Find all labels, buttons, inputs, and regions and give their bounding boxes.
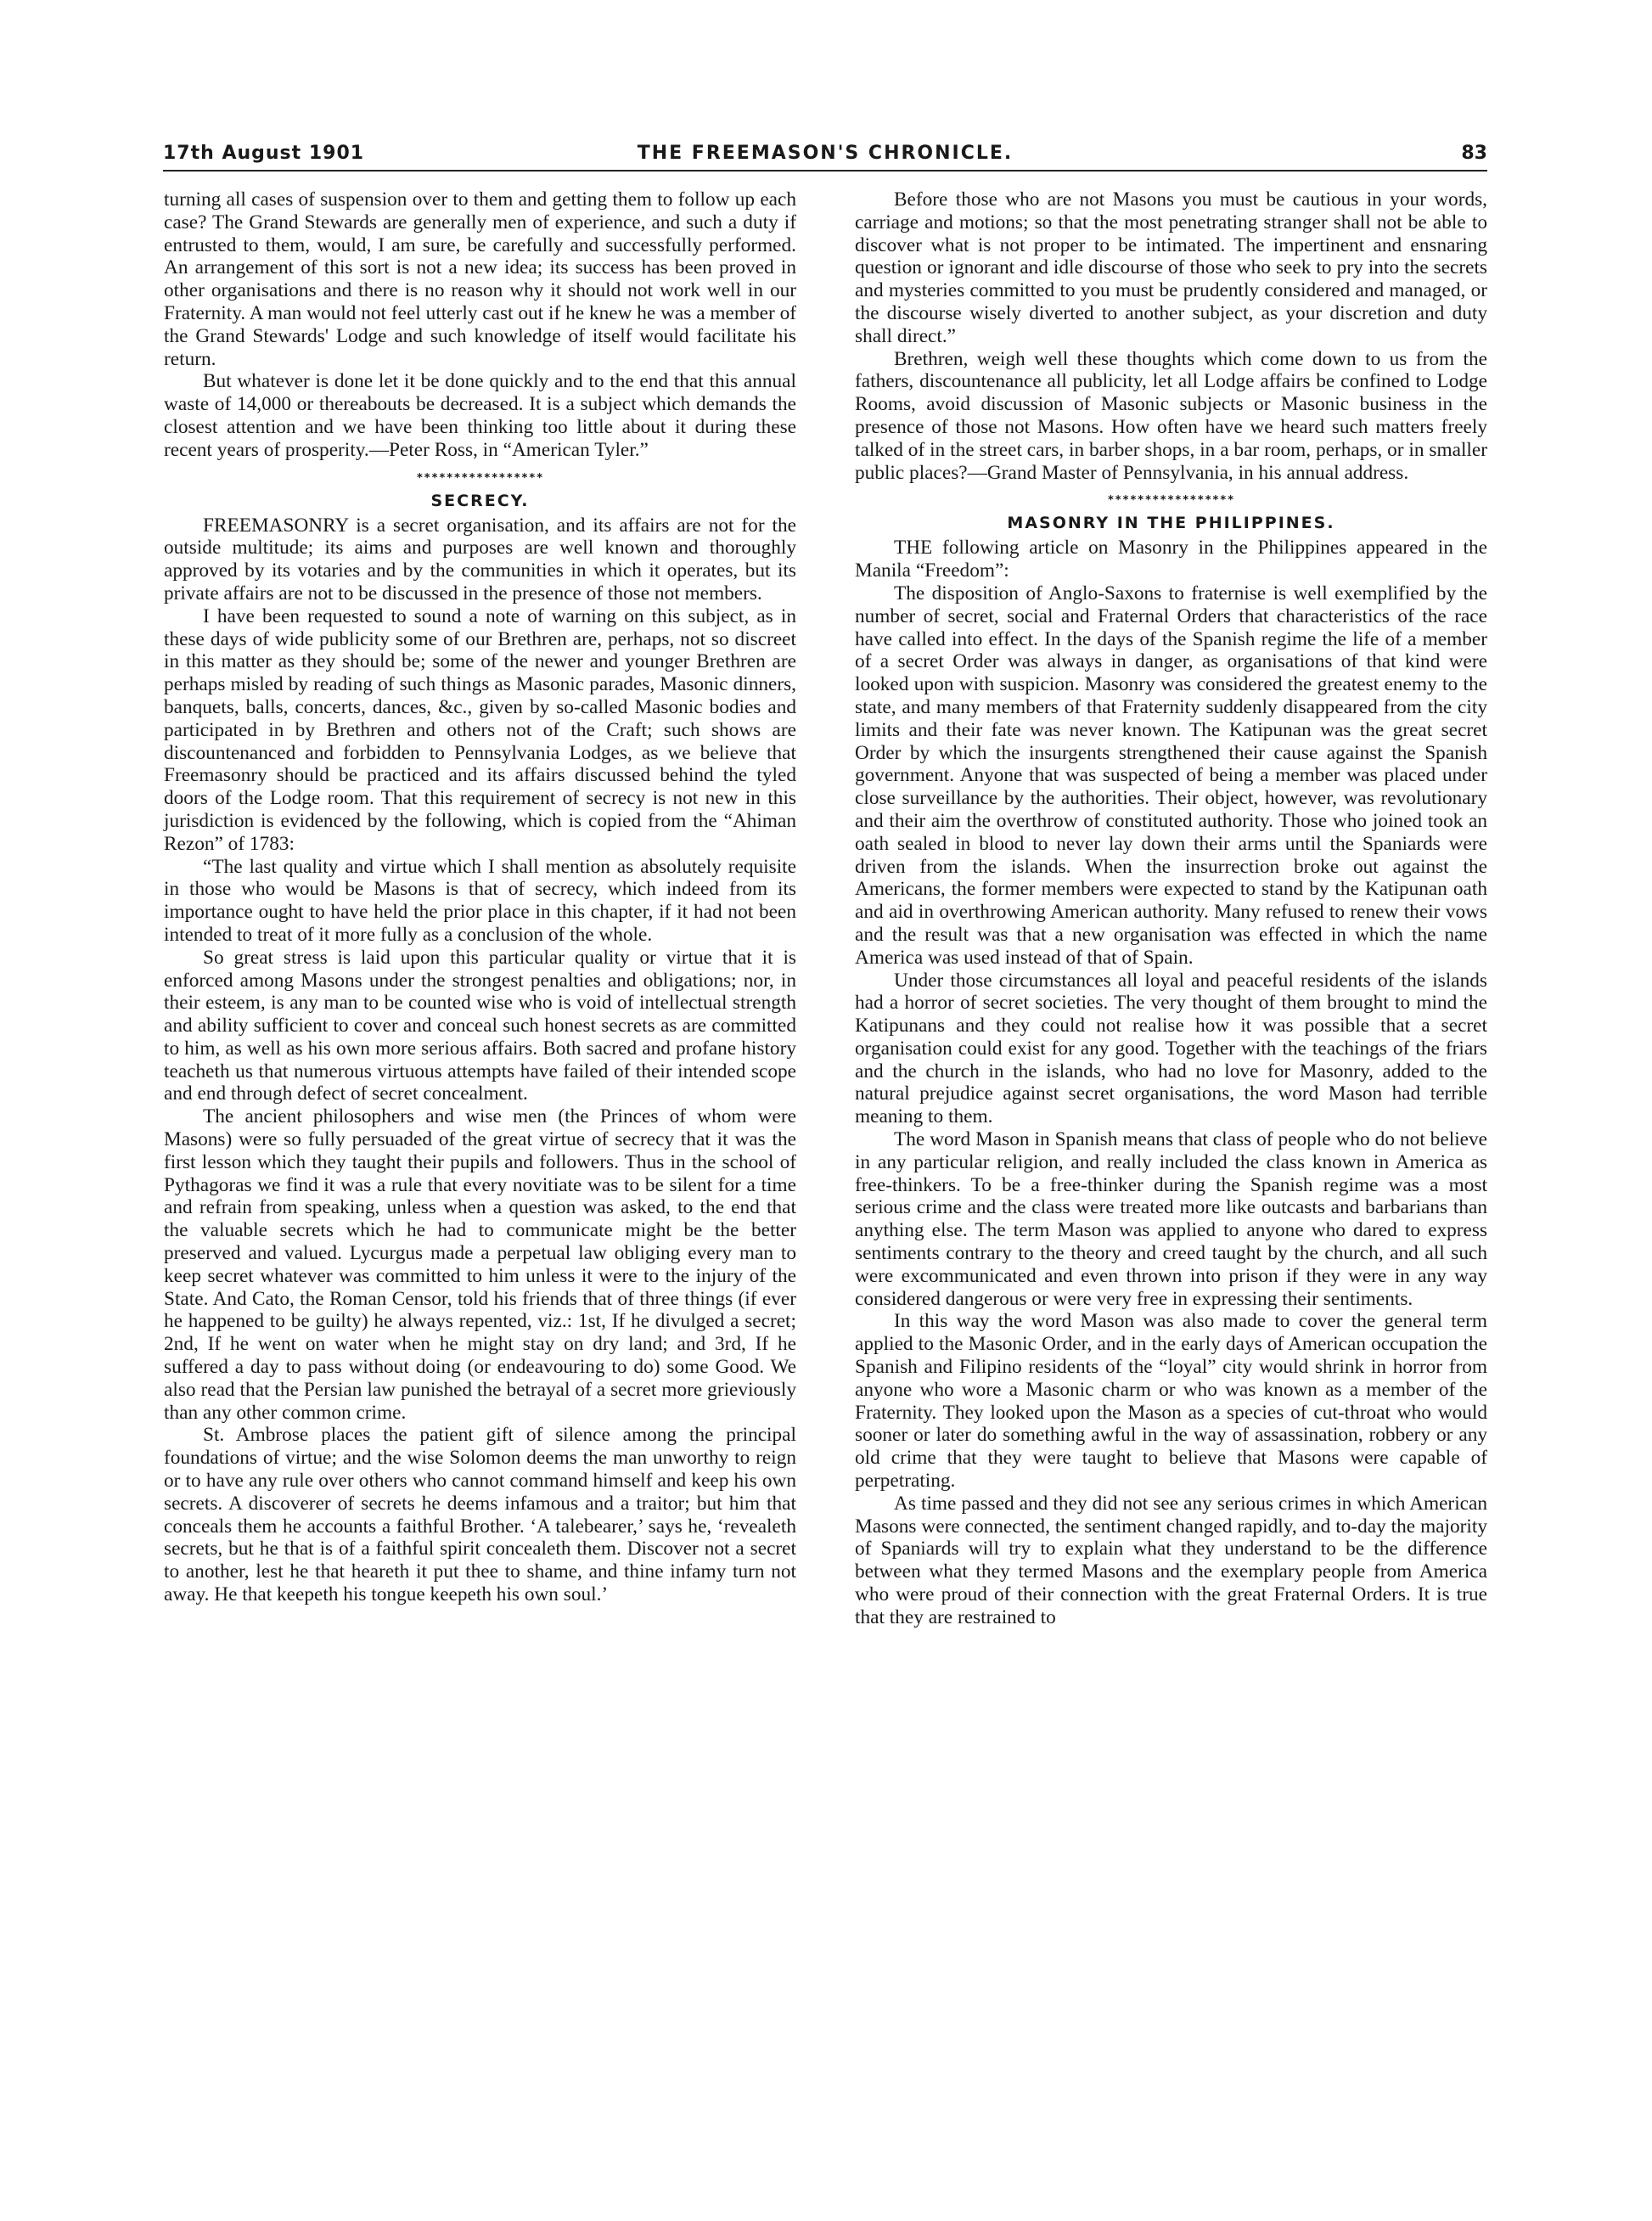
paragraph: The ancient philosophers and wise men (the Princes of whom were Masons) were so fully persuaded of the great virtue of secrecy that it was the first lesson which they taught their pupils and followers. Thus in the school of Pythagoras we find it was a rule that every novitiate was to be silent for a time and refrain from speaking, unless when a question was asked, to the end that the valuable secrets which he had to communicate might be the better preserved and valued. Lycurgus made a perpetual law obliging every man to keep secret whatever was committed to him unless it were to the injury of the State. And Cato, the Roman Censor, told his friends that of three things (if ever he happened to be guilty) he always repented, viz.: 1st, If he divulged a secret; 2nd, If he went on water when he might stay on dry land; and 3rd, If he suffered a day to pass without doing (or endeavouring to do) some Good. We also read that the Persian law punished the betrayal of a secret more grieviously than any other common crime. xyxy=(164,1105,796,1424)
paragraph: So great stress is laid upon this particular quality or virtue that it is enforced among Masons under the strongest penalties and obligations; nor, in their esteem, is any man to be counted wise who is void of intellectual strength and ability sufficient to cover and conceal such honest secrets as are committed to him, as well as his own more serious affairs. Both sacred and profane history teacheth us that numerous virtuous attempts have failed of their intended scope and end through defect of secret concealment. xyxy=(164,946,796,1105)
paragraph: St. Ambrose places the patient gift of silence among the principal foundations of virtue; and the wise Solomon deems the man unworthy to reign or to have any rule over others who cannot command himself and keep his own secrets. A discoverer of secrets he deems infamous and a traitor; but him that conceals them he accounts a faithful Brother. ‘A talebearer,’ says he, ‘revealeth secrets, but he that is of a faithful spirit concealeth them. Discover not a secret to another, lest he that heareth it put thee to shame, and thine infamy turn not away. He that keepeth his tongue keepeth his own soul.’ xyxy=(164,1424,796,1606)
paragraph: Brethren, weigh well these thoughts which come down to us from the fathers, discountenance all publicity, let all Lodge affairs be confined to Lodge Rooms, avoid discussion of Masonic subjects or Masonic business in the presence of those not Masons. How often have we heard such matters freely talked of in the street cars, in barber shops, in a bar room, perhaps, or in smaller public places?—Grand Master of Pennsylvania, in his annual address. xyxy=(855,347,1487,484)
paragraph: But whatever is done let it be done quickly and to the end that this annual waste of 14,000 or thereabouts be decreased. It is a subject which demands the closest attention and we have been thinking too little about it during these recent years of prosperity.—Peter Ross, in “American Tyler.” xyxy=(164,370,796,461)
paragraph: Under those circumstances all loyal and peaceful residents of the islands had a horror of secret societies. The very thought of them brought to mind the Katipunans and they could not realise how it was possible that a secret organisation could exist for any good. Together with the teachings of the friars and the church in the islands, who had no love for Masonry, added to the natural prejudice against secret organisations, the word Mason had terrible meaning to them. xyxy=(855,969,1487,1128)
issue-date: 17th August 1901 xyxy=(163,143,365,164)
paragraph: FREEMASONRY is a secret organisation, and its affairs are not for the outside multitude; its aims and purposes are well known and thoroughly approved by its votaries and by the communities in which it operates, but its private affairs are not to be discussed in the presence of those not members. xyxy=(164,514,796,604)
paragraph: The disposition of Anglo-Saxons to fraternise is well exemplified by the number of secret, social and Fraternal Orders that characteristics of the race have called into effect. In the days of the Spanish regime the life of a member of a secret Order was always in danger, as organisations of that kind were looked upon with suspicion. Masonry was considered the greatest enemy to the state, and many members of that Fraternity suddenly disappeared from the city limits and their fate was never known. The Katipunan was the great secret Order by which the insurgents strengthened their cause against the Spanish government. Anyone that was suspected of being a member was placed under close surveillance by the authorities. Their object, however, was revolutionary and their aim the overthrow of constituted authority. Those who joined took an oath sealed in blood to never lay down their arms until the Spaniards were driven from the islands. When the insurrection broke out against the Americans, the former members were expected to stand by the Katipunan oath and aid in overthrowing American authority. Many refused to renew their vows and the result was that a new organisation was effected in which the name America was used instead of that of Spain. xyxy=(855,582,1487,969)
paragraph: turning all cases of suspension over to them and getting them to follow up each case? The Grand Stewards are generally men of experience, and such a duty if entrusted to them, would, I am sure, be carefully and successfully performed. An arrangement of this sort is not a new idea; its success has been proved in other organisations and there is no reason why it should not work well in our Fraternity. A man would not feel utterly cast out if he knew he was a member of the Grand Stewards' Lodge and such knowledge of itself would facilitate his return. xyxy=(164,188,796,370)
paragraph: THE following article on Masonry in the Philippines appeared in the Manila “Freedom”: xyxy=(855,537,1487,582)
section-separator: ***************** xyxy=(416,471,544,485)
section-heading-secrecy: SECRECY. xyxy=(430,491,530,510)
section-separator: ***************** xyxy=(1107,494,1235,508)
right-column xyxy=(855,188,1487,1629)
masthead-title: THE FREEMASON'S CHRONICLE. xyxy=(637,143,1014,164)
paragraph: As time passed and they did not see any serious crimes in which American Masons were connected, the sentiment changed rapidly, and to-day the majority of Spaniards will try to explain what they understand to be the difference between what they termed Masons and the exemplary people from America who were proud of their connection with the great Fraternal Orders. It is true that they are restrained to xyxy=(855,1492,1487,1628)
section-heading-philippines: MASONRY IN THE PHILIPPINES. xyxy=(1007,514,1335,533)
left-column xyxy=(164,188,796,1606)
paragraph: “The last quality and virtue which I shall mention as absolutely requisite in those who would be Masons is that of secrecy, which indeed from its importance ought to have held the prior place in this chapter, if it had not been intended to treat of it more fully as a conclusion of the whole. xyxy=(164,855,796,946)
paragraph: In this way the word Mason was also made to cover the general term applied to the Masonic Order, and in the early days of American occupation the Spanish and Filipino residents of the “loyal” city would shrink in horror from anyone who wore a Masonic charm or who was known as a member of the Fraternity. They looked upon the Mason as a species of cut-throat who would sooner or later do something awful in the way of assassination, robbery or any old crime that they were taught to believe that Masons were capable of perpetrating. xyxy=(855,1310,1487,1493)
page-header xyxy=(163,143,1487,168)
paragraph: Before those who are not Masons you must be cautious in your words, carriage and motions; so that the most penetrating stranger shall not be able to discover what is not proper to be intimated. The impertinent and ensnaring question or ignorant and idle discourse of those who seek to pry into the secrets and mysteries committed to you must be prudently considered and managed, or the discourse wisely diverted to another subject, as your discretion and duty shall direct.” xyxy=(855,188,1487,347)
page-number: 83 xyxy=(1461,143,1487,164)
paragraph: I have been requested to sound a note of warning on this subject, as in these days of wide publicity some of our Brethren are, perhaps, not so discreet in this matter as they should be; some of the newer and younger Brethren are perhaps misled by reading of such things as Masonic parades, Masonic dinners, banquets, balls, concerts, dances, &c., given by so-called Masonic bodies and participated in by Brethren and others not of the Craft; such shows are discountenanced and forbidden to Pennsylvania Lodges, as we believe that Freemasonry should be practiced and its affairs discussed behind the tyled doors of the Lodge room. That this requirement of secrecy is not new in this jurisdiction is evidenced by the following, which is copied from the “Ahiman Rezon” of 1783: xyxy=(164,604,796,855)
header-rule xyxy=(163,170,1487,171)
paragraph: The word Mason in Spanish means that class of people who do not believe in any particular religion, and really included the class known in America as free-thinkers. To be a free-thinker during the Spanish regime was a most serious crime and the class were treated more like outcasts and barbarians than anything else. The term Mason was applied to anyone who dared to express sentiments contrary to the theory and creed taught by the church, and all such were excommunicated and even thrown into prison if they were in any way considered dangerous or were very free in expressing their sentiments. xyxy=(855,1128,1487,1310)
